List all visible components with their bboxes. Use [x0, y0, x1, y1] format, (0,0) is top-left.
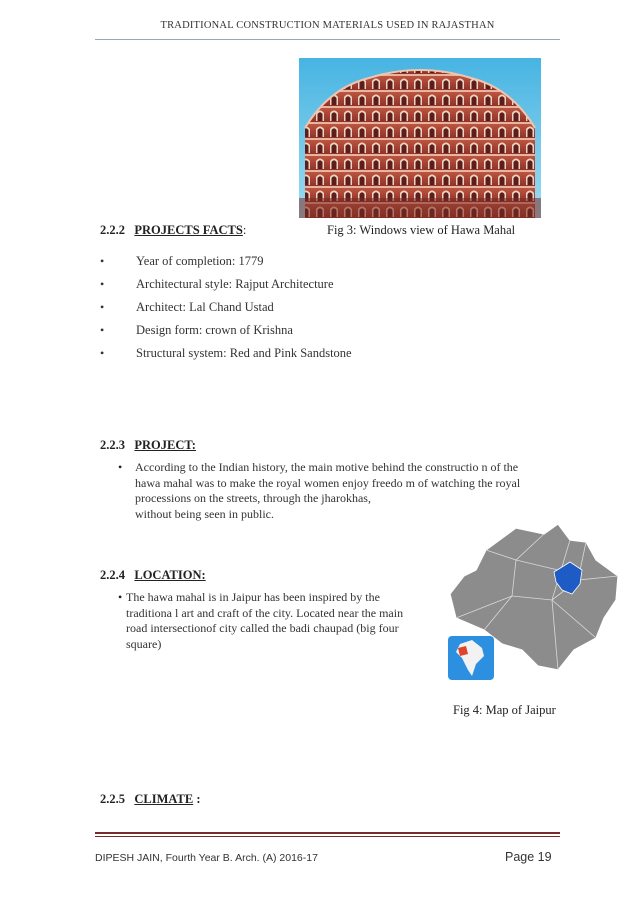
- text-line: without being seen in public.: [135, 506, 274, 521]
- section-title: PROJECT:: [134, 438, 196, 452]
- figure-caption-4: Fig 4: Map of Jaipur: [453, 703, 556, 717]
- section-number: 2.2.4: [100, 568, 125, 582]
- list-item: • Architect: Lal Chand Ustad: [100, 296, 550, 319]
- jaipur-map: [446, 520, 624, 700]
- section-title: PROJECTS FACTS: [134, 223, 243, 237]
- section-number: 2.2.3: [100, 438, 125, 452]
- list-item: • Design form: crown of Krishna: [100, 319, 550, 342]
- text-line: hawa mahal was to make the royal women enjoy freedo m of watching the royal: [135, 475, 521, 490]
- list-item: • Architectural style: Rajput Architecture: [100, 273, 550, 296]
- list-item: • Structural system: Red and Pink Sandstone: [100, 342, 550, 365]
- text-line: road intersectionof city called the badi chaupad (big four: [126, 621, 399, 635]
- section-number: 2.2.2: [100, 223, 125, 237]
- header-rule: [95, 39, 560, 40]
- footer-rule: [95, 832, 560, 834]
- section-title-suffix: :: [242, 223, 247, 237]
- section-title: LOCATION:: [134, 568, 206, 582]
- text-line: processions on the streets, through the jharokhas,: [135, 491, 371, 505]
- facts-list: [100, 250, 550, 365]
- text-line: According to the Indian history, the main motive behind the constructio n of the: [135, 460, 519, 474]
- text-line: square): [126, 636, 162, 651]
- text-line: traditiona l art and craft of the city. Located near the main: [126, 605, 404, 620]
- section-heading-climate: [100, 792, 200, 807]
- section-heading-location: [100, 568, 206, 583]
- section-heading-facts: [100, 223, 246, 238]
- figure-caption-3: Fig 3: Windows view of Hawa Mahal: [327, 223, 516, 237]
- text-line: The hawa mahal is in Jaipur has been inspired by the: [126, 590, 380, 604]
- footer-author: DIPESH JAIN, Fourth Year B. Arch. (A) 2016-17: [95, 852, 318, 864]
- footer-rule-thin: [95, 836, 560, 837]
- section-number: 2.2.5: [100, 792, 125, 806]
- section-heading-project: [100, 438, 196, 453]
- bullet-icon: •: [118, 460, 123, 474]
- bullet-icon: •: [118, 590, 123, 604]
- running-header: TRADITIONAL CONSTRUCTION MATERIALS USED IN RAJASTHAN: [160, 20, 495, 31]
- hawa-mahal-photo: [299, 58, 541, 218]
- list-item: • Year of completion: 1779: [100, 250, 550, 273]
- section-title-suffix: :: [193, 792, 201, 806]
- page-number: Page 19: [505, 850, 552, 864]
- section-title: CLIMATE: [134, 792, 194, 806]
